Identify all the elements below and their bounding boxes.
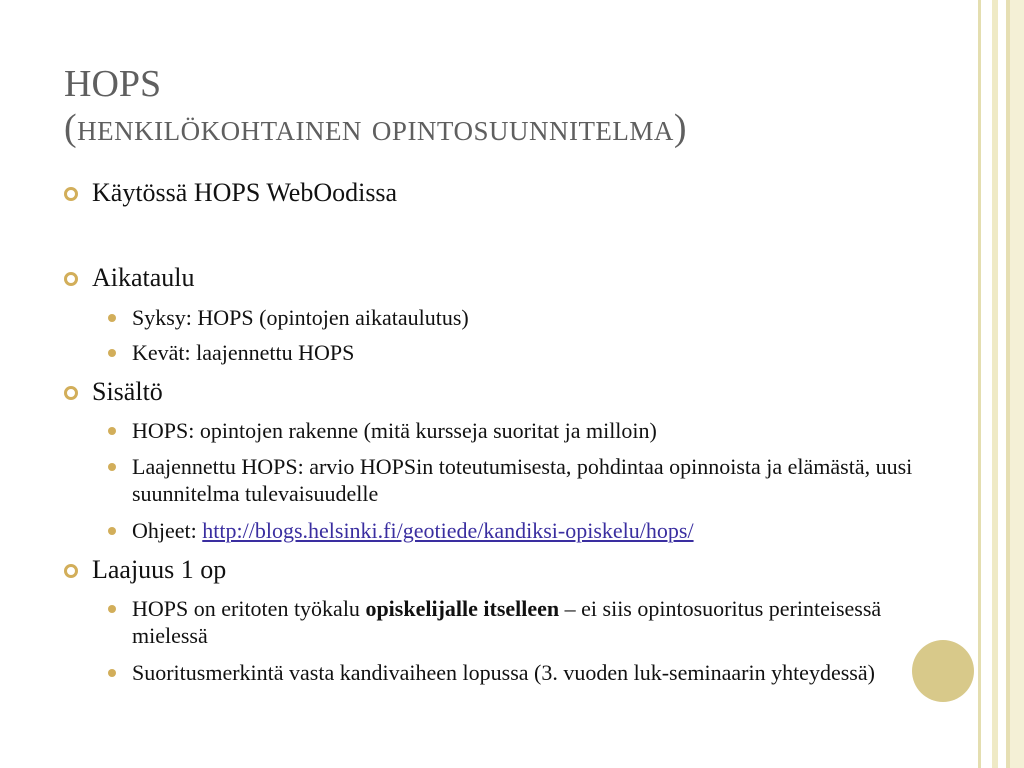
decorative-stripes [978,0,1024,768]
bullet-text: Aikataulu [92,263,195,292]
ring-bullet-icon [64,386,78,400]
stripe [998,0,1006,768]
sub-bullet-text: Laajennettu HOPS: arvio HOPSin toteutumisesta, pohdintaa opinnoista ja elämästä, uusi suunnitelma tulevaisuudelle [132,454,913,506]
sub-bullet-item [108,659,932,686]
ring-bullet-icon [64,564,78,578]
sub-bullet-text: HOPS on eritoten työkalu [132,596,366,621]
bullet-text: Käytössä HOPS WebOodissa [92,178,398,207]
dot-bullet-icon [108,427,116,435]
ring-bullet-icon [64,272,78,286]
sub-bullet-text: HOPS: opintojen rakenne (mitä kursseja suoritat ja milloin) [132,418,657,443]
sub-bullet-text: Kevät: laajennettu HOPS [132,340,355,365]
stripe [981,0,992,768]
slide-title [64,62,687,150]
ohjeet-label: Ohjeet: [132,518,203,543]
dot-bullet-icon [108,669,116,677]
sub-bullet-item [108,304,932,331]
ring-bullet-icon [64,187,78,201]
dot-bullet-icon [108,527,116,535]
bullet-item [64,263,195,293]
sub-bullet-item [108,417,932,444]
bullet-item [64,178,397,208]
bullet-item [64,377,163,407]
sub-bullet-text: Syksy: HOPS (opintojen aikataulutus) [132,305,469,330]
title-line-1: HOPS [64,63,162,105]
sub-bullet-item [108,595,932,649]
dot-bullet-icon [108,605,116,613]
dot-bullet-icon [108,349,116,357]
stripe [1010,0,1024,768]
emphasis-text: opiskelijalle itselleen [365,596,560,621]
sub-bullet-text: Suoritusmerkintä vasta kandivaiheen lopussa (3. vuoden luk-seminaarin yhteydessä) [132,660,875,685]
sub-bullet-text: – ei siis opintosuoritus perinteisessä mielessä [132,596,882,648]
sub-bullet-item [108,517,932,544]
title-line-2: (henkilökohtainen opintosuunnitelma) [64,107,688,149]
sub-bullet-item [108,339,932,366]
bullet-text: Sisältö [92,377,163,406]
dot-bullet-icon [108,314,116,322]
bullet-item [64,555,226,585]
bullet-text: Laajuus 1 op [92,555,227,584]
sub-bullet-item [108,453,932,507]
dot-bullet-icon [108,463,116,471]
hops-guide-link[interactable]: http://blogs.helsinki.fi/geotiede/kandiksi-opiskelu/hops/ [202,518,694,543]
